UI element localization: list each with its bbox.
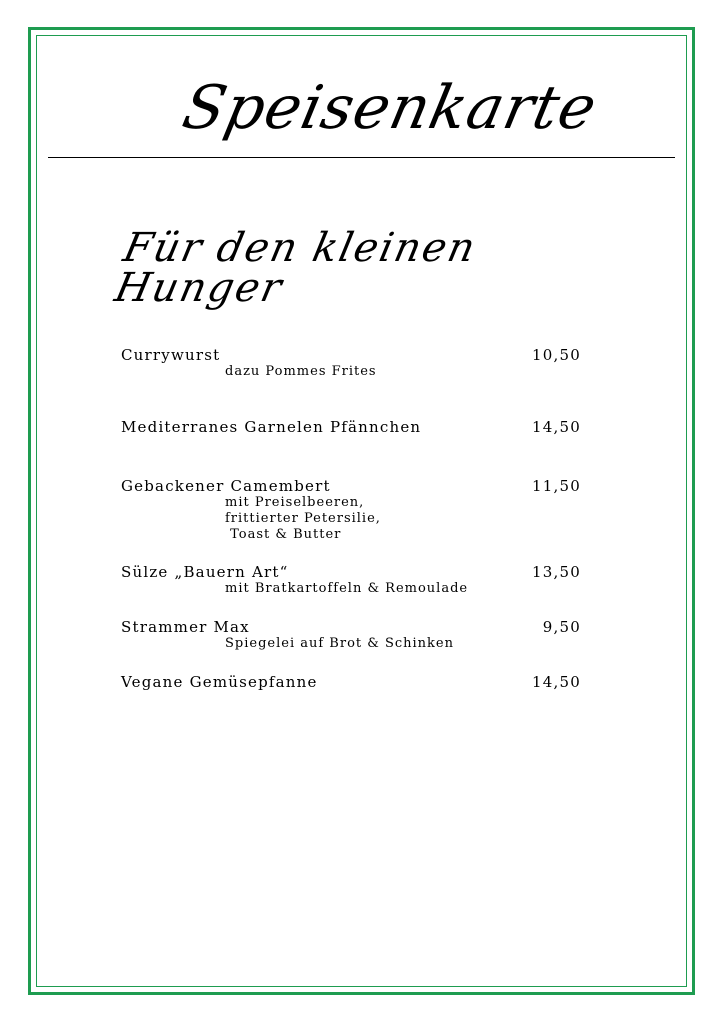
menu-item-name: Sülze „Bauern Art“ bbox=[121, 563, 289, 581]
menu-item-price: 11,50 bbox=[532, 477, 581, 495]
page-title: Speisenkarte bbox=[176, 73, 604, 143]
menu-item-name: Currywurst bbox=[121, 346, 221, 364]
menu-item-description: frittierter Petersilie, bbox=[225, 511, 381, 526]
menu-item-name: Vegane Gemüsepfanne bbox=[121, 673, 318, 691]
menu-item-strammer-max bbox=[121, 618, 581, 652]
menu-item-gemuesepfanne bbox=[121, 673, 581, 691]
menu-item-suelze bbox=[121, 563, 581, 597]
menu-item-description: dazu Pommes Frites bbox=[225, 364, 377, 379]
menu-item-name: Mediterranes Garnelen Pfännchen bbox=[121, 418, 422, 436]
menu-item-price: 14,50 bbox=[532, 418, 581, 436]
menu-item-garnelen bbox=[121, 418, 581, 436]
menu-item-description: Toast & Butter bbox=[225, 527, 342, 542]
menu-item-price: 13,50 bbox=[532, 563, 581, 581]
menu-item-description: mit Preiselbeeren, bbox=[225, 495, 365, 510]
menu-item-price: 9,50 bbox=[542, 618, 581, 636]
menu-item-name: Gebackener Camembert bbox=[121, 477, 331, 495]
menu-item-description: Spiegelei auf Brot & Schinken bbox=[225, 636, 454, 651]
section-title: Für den kleinen Hunger bbox=[110, 225, 481, 311]
menu-item-name: Strammer Max bbox=[121, 618, 250, 636]
menu-item-camembert bbox=[121, 477, 581, 543]
menu-item-price: 10,50 bbox=[532, 346, 581, 364]
menu-item-currywurst bbox=[121, 346, 581, 380]
menu-item-price: 14,50 bbox=[532, 673, 581, 691]
menu-item-description: mit Bratkartoffeln & Remoulade bbox=[225, 581, 469, 596]
